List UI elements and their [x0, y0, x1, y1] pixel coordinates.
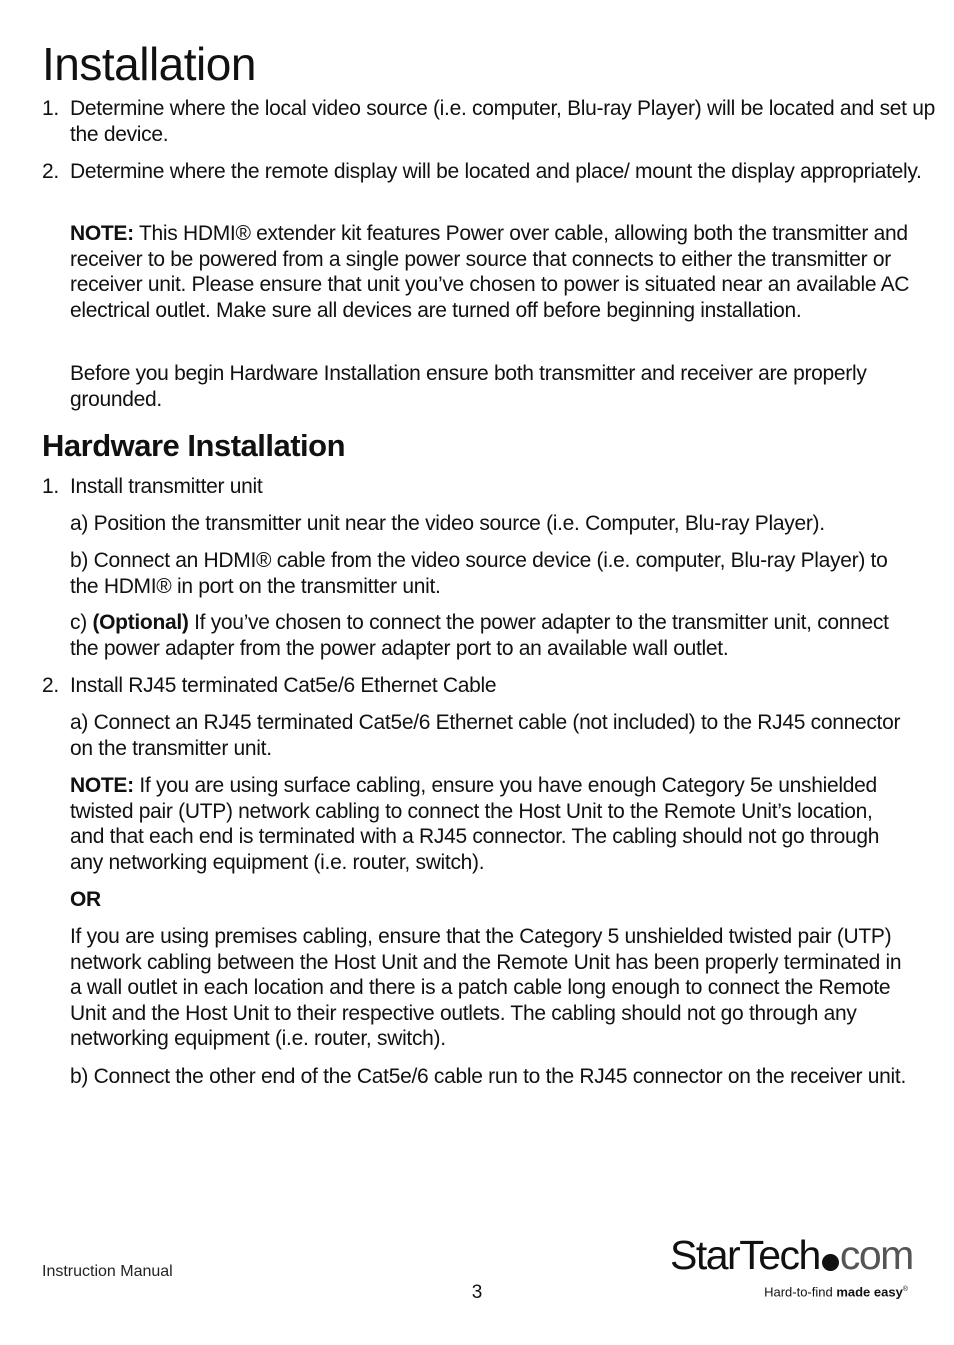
cabling-note: [70, 773, 912, 875]
step-1c-text: If you’ve chosen to connect the power adapter to the transmitter unit, connect the power adapter from the power adapter port to an available wall outlet.: [70, 611, 889, 660]
logo-tagline: [764, 1282, 908, 1300]
step-1c: [70, 610, 912, 661]
hardware-step-2: [42, 673, 940, 699]
step-text: Install RJ45 terminated Cat5e/6 Ethernet Cable: [70, 674, 497, 697]
section-title-hardware-installation: Hardware Installation: [42, 428, 346, 463]
tagline-plain: Hard-to-find: [764, 1284, 837, 1300]
step-1b: b) Connect an HDMI® cable from the video source device (i.e. computer, Blu-ray Player) to the HDMI® in port on the transmitter unit.: [70, 549, 888, 598]
note-label: NOTE:: [70, 222, 134, 245]
power-note: [70, 221, 912, 323]
step-number: 1.: [42, 475, 59, 498]
logo-com-text: com: [839, 1232, 913, 1278]
step-text: Determine where the remote display will be located and place/ mount the display appropriately.: [70, 160, 922, 183]
or-separator: OR: [70, 888, 101, 911]
note-text: If you are using surface cabling, ensure you have enough Category 5e unshielded twisted pair (UTP) network cabling to connect the Host Unit to the Remote Unit’s location, and that each end is terminated with a RJ45 connector. The cabling should not go through any networking equipment (i.e. router, switch).: [70, 774, 880, 874]
grounding-paragraph: Before you begin Hardware Installation ensure both transmitter and receiver are properly grounded.: [70, 362, 867, 411]
intro-step-2: [42, 159, 940, 185]
logo-star-text: StarTech: [670, 1232, 820, 1278]
page-title: Installation: [42, 38, 256, 90]
optional-label: (Optional): [92, 611, 189, 634]
step-number: 2.: [42, 674, 59, 697]
step-1c-prefix: c): [70, 611, 93, 634]
page-number: 3: [471, 1282, 483, 1303]
note-text: This HDMI® extender kit features Power over cable, allowing both the transmitter and receiver to be powered from a single power source that connects to either the transmitter or receiver unit. Please ensure that unit you’ve chosen to power is situated near an available AC electrical outlet. Make sure all devices are turned off before beginning installation.: [70, 222, 910, 322]
step-2b: b) Connect the other end of the Cat5e/6 cable run to the RJ45 connector on the receiver unit.: [70, 1065, 906, 1088]
tagline-registered-mark: ®: [902, 1286, 908, 1293]
tagline-bold: made easy: [836, 1284, 903, 1300]
note-label: NOTE:: [70, 774, 134, 797]
step-number: 1.: [42, 97, 59, 120]
step-text: Install transmitter unit: [70, 475, 263, 498]
step-text: Determine where the local video source (i.e. computer, Blu-ray Player) will be located and set up the device.: [70, 97, 936, 146]
startech-logo: [670, 1232, 913, 1302]
logo-dot-icon: [822, 1254, 839, 1271]
step-1a: a) Position the transmitter unit near the video source (i.e. Computer, Blu-ray Player).: [70, 512, 825, 535]
intro-step-1: [42, 96, 940, 147]
step-2a: a) Connect an RJ45 terminated Cat5e/6 Ethernet cable (not included) to the RJ45 connector on the transmitter unit.: [70, 711, 901, 760]
logo-wordmark: [670, 1232, 913, 1278]
footer-manual-label: Instruction Manual: [42, 1263, 173, 1280]
step-number: 2.: [42, 160, 59, 183]
premises-paragraph: If you are using premises cabling, ensure that the Category 5 unshielded twisted pair (UTP) network cabling between the Host Unit and the Remote Unit has been properly terminated in a wall outlet in each location and there is a patch cable long enough to connect the Remote Unit and the Host Unit to their respective outlets. The cabling should not go through any networking equipment (i.e. router, switch).: [70, 925, 902, 1050]
hardware-step-1: [42, 474, 940, 500]
